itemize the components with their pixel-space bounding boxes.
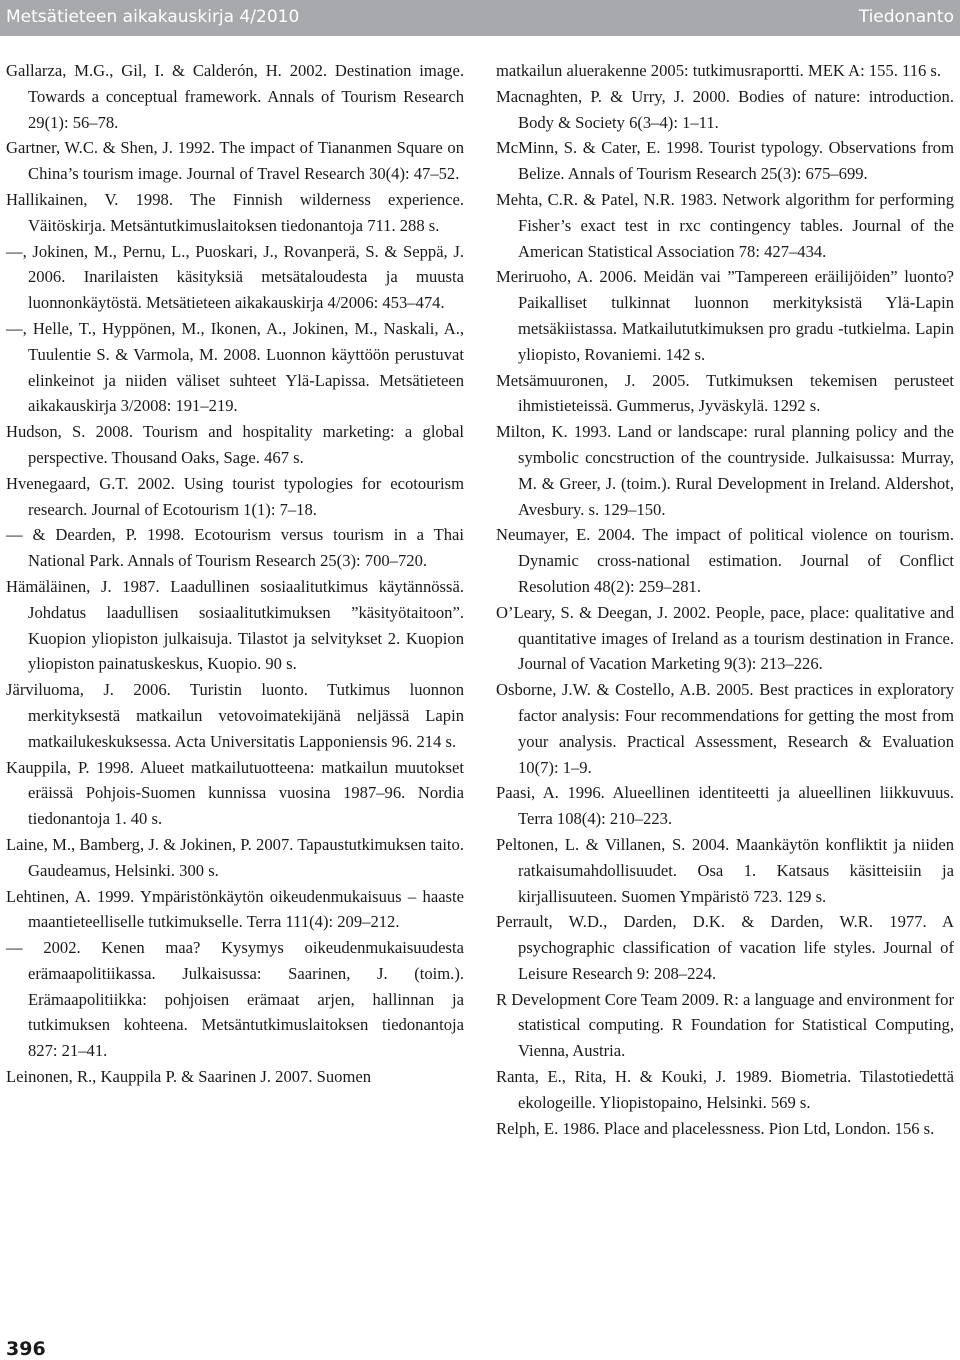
- reference-item: Macnaghten, P. & Urry, J. 2000. Bodies of nature: introduction. Body & Society 6(3–4): 1–11.: [496, 86, 954, 132]
- reference-item: Relph, E. 1986. Place and placelessness. Pion Ltd, London. 156 s.: [496, 1118, 935, 1138]
- reference-item: Metsämuuronen, J. 2005. Tutkimuksen tekemisen perusteet ihmistieteissä. Gummerus, Jyväskylä. 1292 s.: [496, 370, 954, 416]
- reference-item: —, Helle, T., Hyppönen, M., Ikonen, A., Jokinen, M., Naskali, A., Tuulentie S. & Varmola, M. 2008. Luonnon käyttöön perustuvat elinkeinot ja niiden väliset suhteet Ylä-Lapissa. Metsätieteen aikakauskirja 3/2008: 191–219.: [6, 318, 464, 416]
- reference-item: R Development Core Team 2009. R: a language and environment for statistical computing. R Foundation for Statistical Computing, Vienna, Austria.: [496, 989, 954, 1061]
- reference-item: Hallikainen, V. 1998. The Finnish wilderness experience. Väitöskirja. Metsäntutkimuslaitoksen tiedonantoja 711. 288 s.: [6, 189, 464, 235]
- section-label: Tiedonanto: [858, 7, 954, 27]
- reference-item: Gallarza, M.G., Gil, I. & Calderón, H. 2002. Destination image. Towards a conceptual framework. Annals of Tourism Research 29(1): 56–78.: [6, 61, 464, 132]
- reference-item: Laine, M., Bamberg, J. & Jokinen, P. 2007. Tapaustutkimuksen taito. Gaudeamus, Helsinki. 300 s.: [6, 834, 464, 880]
- reference-item: Lehtinen, A. 1999. Ympäristönkäytön oikeudenmukaisuus – haaste maantieteelliselle tutkimukselle. Terra 111(4): 209–212.: [6, 886, 464, 932]
- reference-item: Järviluoma, J. 2006. Turistin luonto. Tutkimus luonnon merkityksestä matkailun vetovoimatekijänä neljässä Lapin matkailukeskuksessa. Acta Universitatis Lapponiensis 96. 214 s.: [6, 680, 464, 751]
- reference-item: Hämäläinen, J. 1987. Laadullinen sosiaalitutkimus käytännössä. Johdatus laadullisen sosiaalitutkimuksen ”käsityötaitoon”. Kuopion yliopiston julkaisuja. Tilastot ja selvitykset 2. Kuopion yliopiston painatuskeskus, Kuopio. 90 s.: [6, 576, 464, 674]
- reference-item: — & Dearden, P. 1998. Ecotourism versus tourism in a Thai National Park. Annals of Tourism Research 25(3): 700–720.: [6, 525, 464, 571]
- reference-item: Ranta, E., Rita, H. & Kouki, J. 1989. Biometria. Tilastotiedettä ekologeille. Yliopistopaino, Helsinki. 569 s.: [496, 1067, 954, 1112]
- running-header: [0, 0, 960, 36]
- reference-item: Neumayer, E. 2004. The impact of political violence on tourism. Dynamic cross-national estimation. Journal of Conflict Resolution 48(2): 259–281.: [496, 525, 954, 596]
- reference-item: Meriruoho, A. 2006. Meidän vai ”Tampereen eräilijöiden” luonto? Paikalliset tulkinnat luonnon merkityksistä Ylä-Lapin metsäkiistassa. Matkailututkimuksen pro gradu -tutkielma. Lapin yliopisto, Rovaniemi. 142 s.: [496, 267, 954, 364]
- reference-item: Milton, K. 1993. Land or landscape: rural planning policy and the symbolic concstruction of the countryside. Julkaisussa: Murray, M. & Greer, J. (toim.). Rural Development in Ireland. Aldershot, Avesbury. s. 129–150.: [496, 422, 954, 519]
- reference-item: Paasi, A. 1996. Alueellinen identiteetti ja alueellinen liikkuvuus. Terra 108(4): 210–223.: [496, 783, 954, 829]
- reference-item: matkailun aluerakenne 2005: tutkimusraportti. MEK A: 155. 116 s.: [496, 61, 942, 80]
- references-right-column: [496, 58, 954, 1141]
- references-left-column: [6, 58, 464, 1090]
- reference-item: Hvenegaard, G.T. 2002. Using tourist typologies for ecotourism research. Journal of Ecotourism 1(1): 7–18.: [6, 473, 464, 519]
- reference-item: Hudson, S. 2008. Tourism and hospitality marketing: a global perspective. Thousand Oaks, Sage. 467 s.: [6, 422, 464, 467]
- reference-item: Osborne, J.W. & Costello, A.B. 2005. Best practices in exploratory factor analysis: Four recommendations for getting the most from your analysis. Practical Assessment, Research & Evaluation 10(7): 1–9.: [496, 680, 954, 777]
- reference-item: —, Jokinen, M., Pernu, L., Puoskari, J., Rovanperä, S. & Seppä, J. 2006. Inarilaisten käsityksiä metsätaloudesta ja muusta luonnonkäytöstä. Metsätieteen aikakauskirja 4/2006: 453–474.: [6, 241, 464, 313]
- reference-item: O’Leary, S. & Deegan, J. 2002. People, pace, place: qualitative and quantitative images of Ireland as a tourism destination in France. Journal of Vacation Marketing 9(3): 213–226.: [496, 602, 954, 674]
- page-number: 396: [6, 1338, 46, 1360]
- reference-item: McMinn, S. & Cater, E. 1998. Tourist typology. Observations from Belize. Annals of Tourism Research 25(3): 675–699.: [496, 138, 954, 184]
- reference-item: Peltonen, L. & Villanen, S. 2004. Maankäytön konfliktit ja niiden ratkaisumahdollisuudet. Osa 1. Katsaus käsitteisiin ja kirjallisuuteen. Suomen Ympäristö 723. 129 s.: [496, 834, 954, 906]
- reference-item: Mehta, C.R. & Patel, N.R. 1983. Network algorithm for performing Fisher’s exact test in rxc contingency tables. Journal of the American Statistical Association 78: 427–434.: [496, 189, 954, 261]
- reference-item: Kauppila, P. 1998. Alueet matkailutuotteena: matkailun muutokset eräissä Pohjois-Suomen kunnissa vuosina 1987–96. Nordia tiedonantoja 1. 40 s.: [6, 757, 464, 829]
- journal-title: Metsätieteen aikakauskirja 4/2010: [6, 7, 300, 27]
- reference-item: Leinonen, R., Kauppila P. & Saarinen J. 2007. Suomen: [6, 1067, 372, 1087]
- reference-item: Perrault, W.D., Darden, D.K. & Darden, W.R. 1977. A psychographic classification of vacation life styles. Journal of Leisure Research 9: 208–224.: [496, 912, 954, 983]
- reference-item: Gartner, W.C. & Shen, J. 1992. The impact of Tiananmen Square on China’s tourism image. Journal of Travel Research 30(4): 47–52.: [6, 138, 464, 184]
- reference-item: — 2002. Kenen maa? Kysymys oikeudenmukaisuudesta erämaapolitiikassa. Julkaisussa: Saarinen, J. (toim.). Erämaapolitiikka: pohjoisen erämaat arjen, hallinnan ja tutkimuksen kohteena. Metsäntutkimuslaitoksen tiedonantoja 827: 21–41.: [6, 938, 464, 1061]
